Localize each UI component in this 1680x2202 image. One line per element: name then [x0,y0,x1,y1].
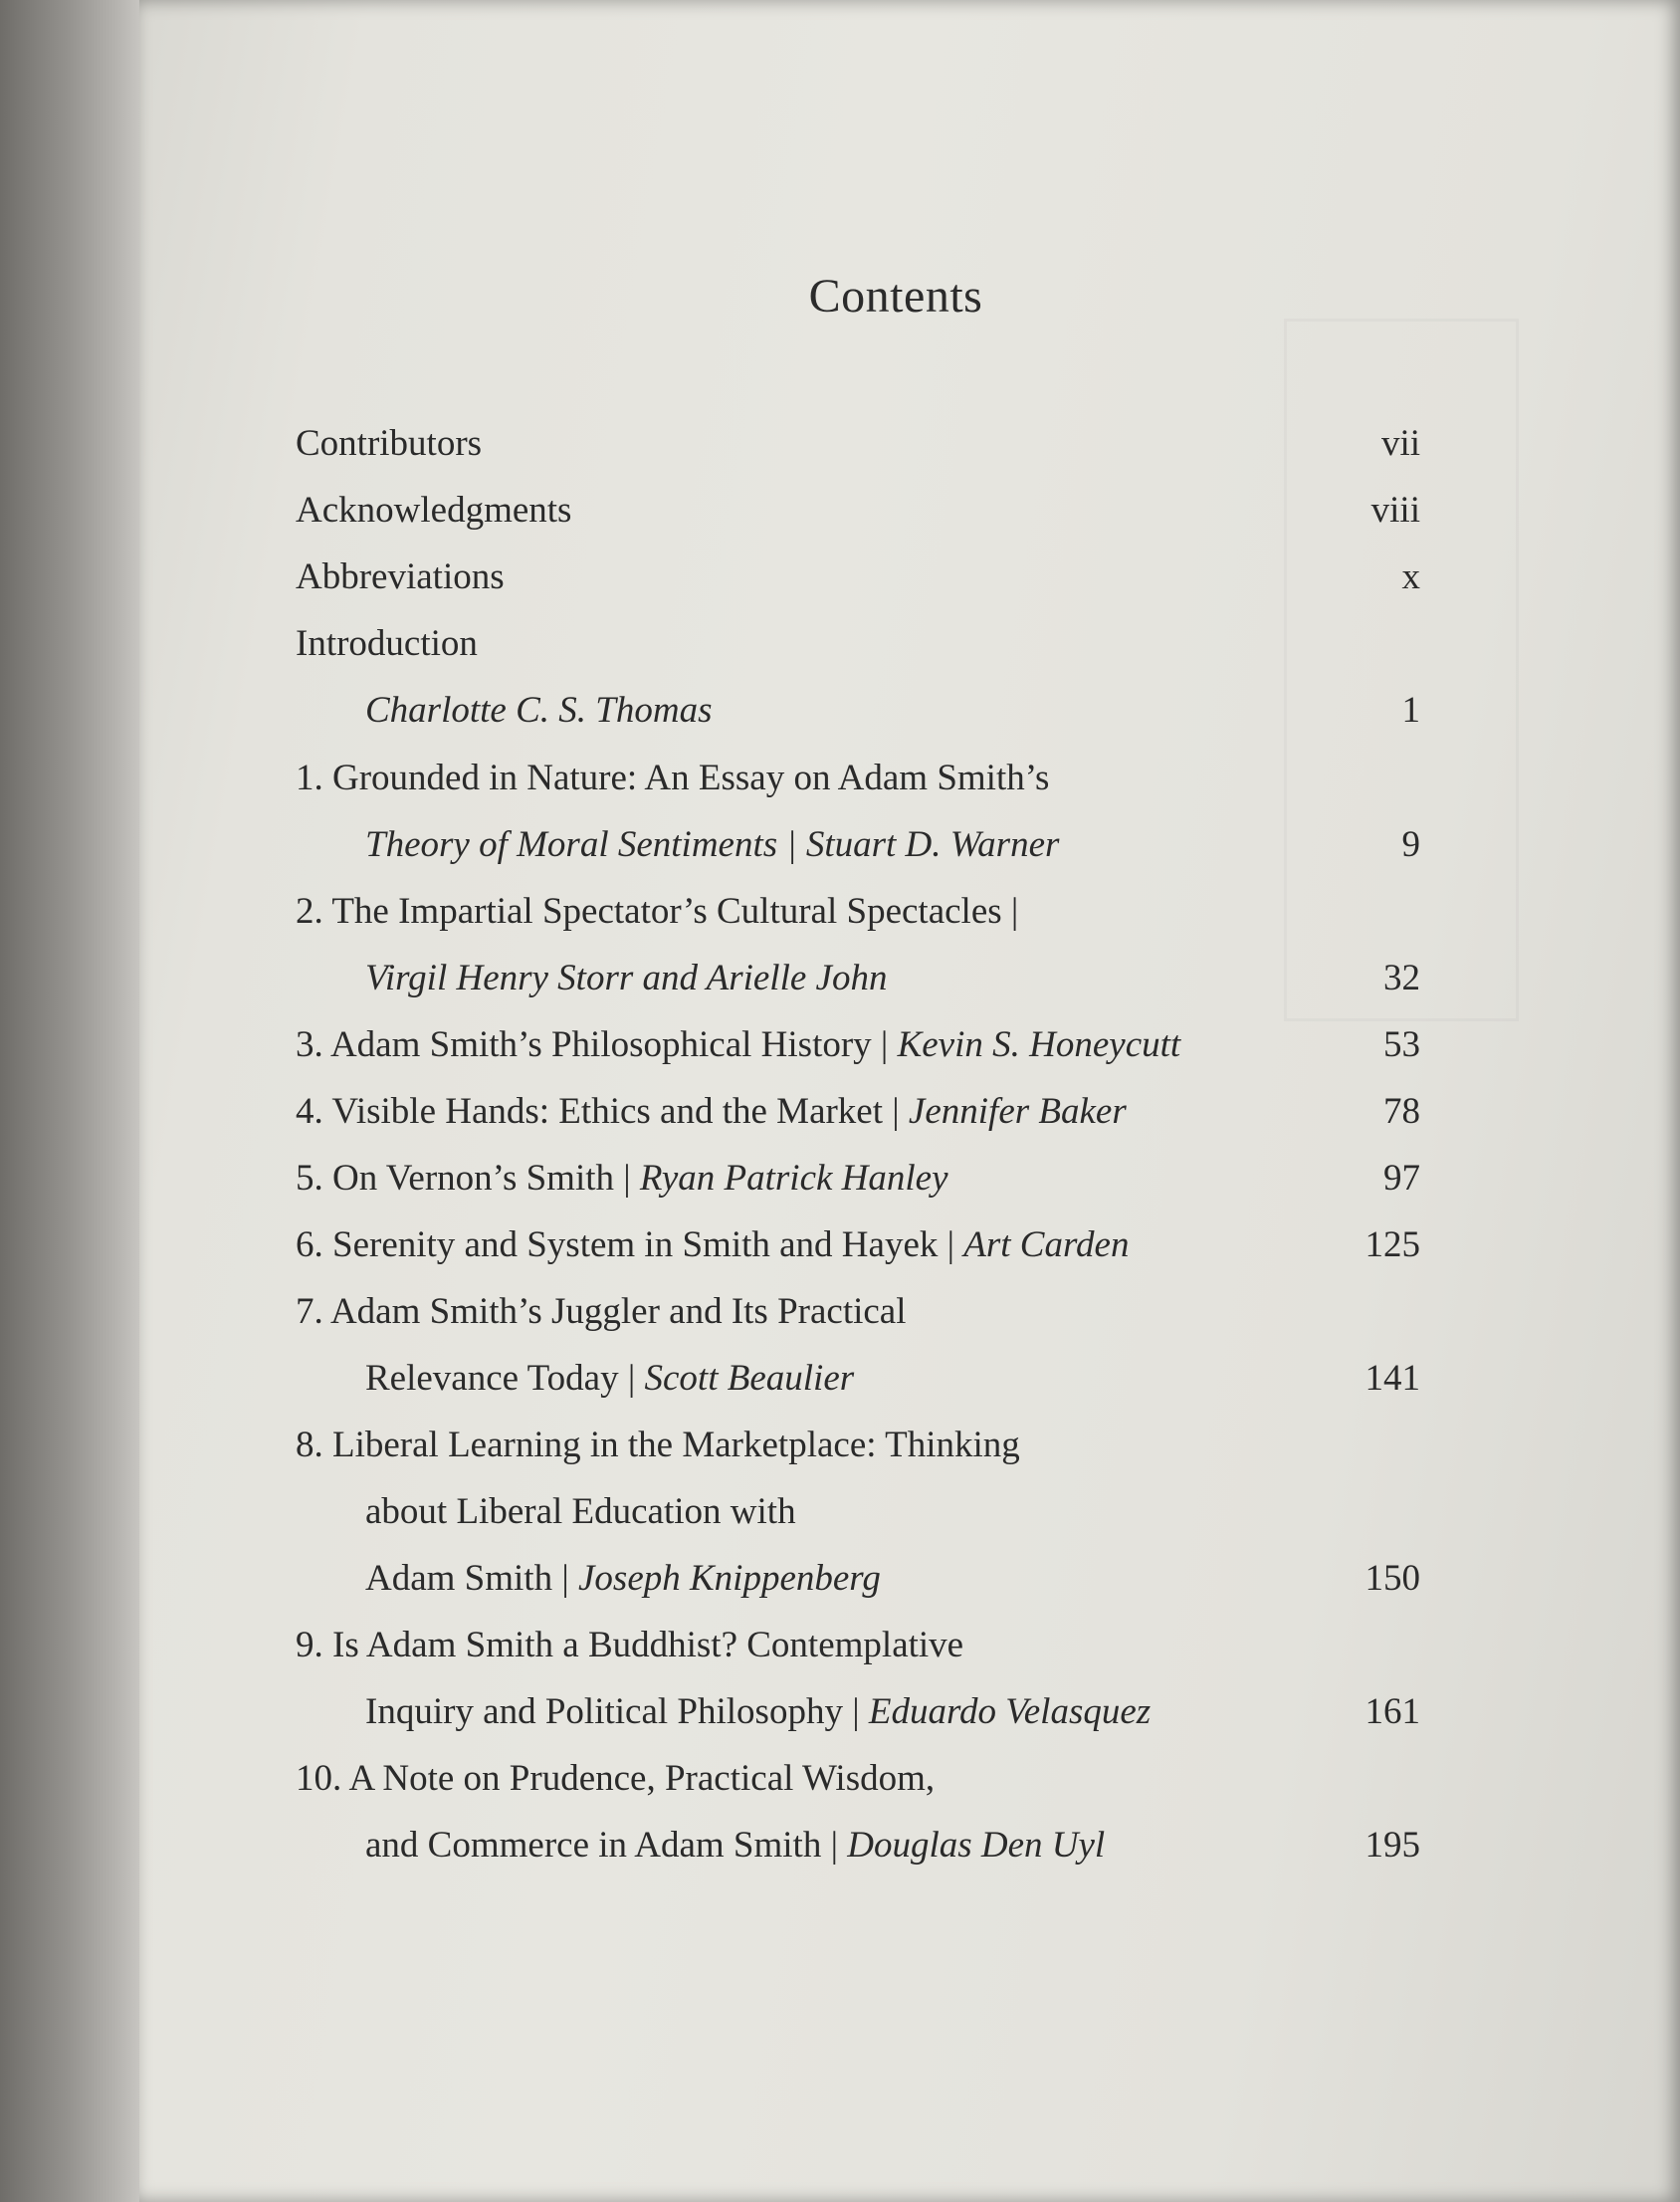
toc-entry-text [296,483,571,539]
toc-entry-author: Eduardo Velasquez [868,1691,1152,1732]
toc-entry [296,483,1430,539]
toc-entry-title: 8. Liberal Learning in the Marketplace: Thinking [296,1425,1020,1465]
toc-entry-text [296,1151,948,1207]
toc-entry [296,1751,1430,1807]
toc-entry-title: 5. On Vernon’s Smith | [296,1158,640,1199]
toc-entry-text [365,1684,1151,1740]
toc-entry-author: Virgil Henry Storr and Arielle John [365,958,888,998]
toc-entry [296,550,1430,605]
toc-entry-title: 4. Visible Hands: Ethics and the Market | [296,1091,909,1132]
toc-entry [296,751,1430,806]
toc-entry-text [296,550,505,605]
toc-entry-text [365,951,887,1006]
toc-entry-title: Relevance Today | [365,1358,645,1399]
toc-entry-title: 6. Serenity and System in Smith and Hayek | [296,1224,964,1265]
toc-entry-author: Kevin S. Honeycutt [897,1024,1181,1065]
toc-entry-title: 10. A Note on Prudence, Practical Wisdom, [296,1758,936,1799]
toc-entry [296,884,1430,940]
toc-entry-text [365,1351,854,1407]
toc-entry-author: Scott Beaulier [644,1358,855,1399]
toc-page-number: 161 [1365,1691,1420,1732]
toc-entry [296,416,1430,472]
toc-entry-title: 2. The Impartial Spectator’s Cultural Spectacles | [296,891,1019,932]
toc-entry [296,1284,1430,1340]
toc-page-number: x [1401,556,1420,597]
toc-page-number: vii [1380,423,1420,464]
toc-entry-title: 7. Adam Smith’s Juggler and Its Practical [296,1291,907,1332]
toc-entry-text [296,616,478,672]
toc-entry-title: Adam Smith | [365,1558,578,1599]
toc-entry-author: Charlotte C. S. Thomas [365,690,713,731]
toc-entry-text [296,1084,1127,1140]
toc-entry-text [365,817,1059,873]
toc-entry [296,1217,1430,1273]
toc-entry-author: Douglas Den Uyl [847,1825,1106,1866]
toc-entry-title: Abbreviations [296,556,505,597]
toc-entry-title: Introduction [296,623,478,664]
toc-page-number: 78 [1383,1091,1420,1132]
toc-entry [296,1418,1430,1473]
toc-page-number: 125 [1365,1224,1420,1265]
toc-entry-text [365,1551,881,1607]
toc-entry-title: 9. Is Adam Smith a Buddhist? Contemplative [296,1625,964,1665]
toc-entry-title: and Commerce in Adam Smith | [365,1825,848,1866]
toc-entry-author: Jennifer Baker [908,1091,1127,1132]
toc-page-number: 1 [1401,690,1420,731]
toc-entry [296,1017,1430,1073]
toc-entry-text [365,1484,796,1540]
toc-entry-text [365,683,712,739]
toc-entry [296,1084,1430,1140]
toc-entry-text [296,1284,907,1340]
toc-entry-title: 1. Grounded in Nature: An Essay on Adam Smith’s [296,758,1050,798]
toc-entry-title: Inquiry and Political Philosophy | [365,1691,869,1732]
toc-entry-text [296,1217,1129,1273]
toc-entry-text [365,1818,1105,1873]
toc-entry-text [296,884,1018,940]
toc-entry-author: Theory of Moral Sentiments | Stuart D. Warner [365,824,1060,865]
toc-page-number: 32 [1383,958,1420,998]
toc-entry-author: Art Carden [963,1224,1130,1265]
toc-entry [296,817,1430,873]
toc-entry-author: Ryan Patrick Hanley [639,1158,948,1199]
toc-entry [296,1484,1430,1540]
toc-entry [296,1818,1430,1873]
toc-entry-title: Contributors [296,423,483,464]
toc-entry-author: Joseph Knippenberg [578,1558,881,1599]
toc-entry [296,1151,1430,1207]
toc-entry [296,1351,1430,1407]
toc-page-number: viii [1370,490,1420,531]
toc-entry-text [296,416,482,472]
toc-entry-text [296,1618,963,1673]
toc-page-number: 150 [1365,1558,1420,1599]
toc-entry [296,1684,1430,1740]
toc-entry-title: 3. Adam Smith’s Philosophical History | [296,1024,898,1065]
toc-page-number: 53 [1383,1024,1420,1065]
toc-entry [296,683,1430,739]
toc-entry-text [296,1418,1020,1473]
toc-page-number: 141 [1365,1358,1420,1399]
book-spine-shadow [0,0,149,2202]
toc-entry-text [296,1751,935,1807]
toc-entry-title: about Liberal Education with [365,1491,796,1532]
table-of-contents [296,0,1430,2202]
toc-entry [296,951,1430,1006]
toc-page-number: 195 [1365,1825,1420,1866]
toc-page-number: 97 [1383,1158,1420,1199]
page-title: Contents [808,270,983,323]
toc-page-number: 9 [1401,824,1420,865]
toc-entry-text [296,751,1049,806]
toc-entry-text [296,1017,1180,1073]
toc-entry [296,1618,1430,1673]
toc-entry-title: Acknowledgments [296,490,572,531]
toc-entry [296,616,1430,672]
toc-entry [296,1551,1430,1607]
